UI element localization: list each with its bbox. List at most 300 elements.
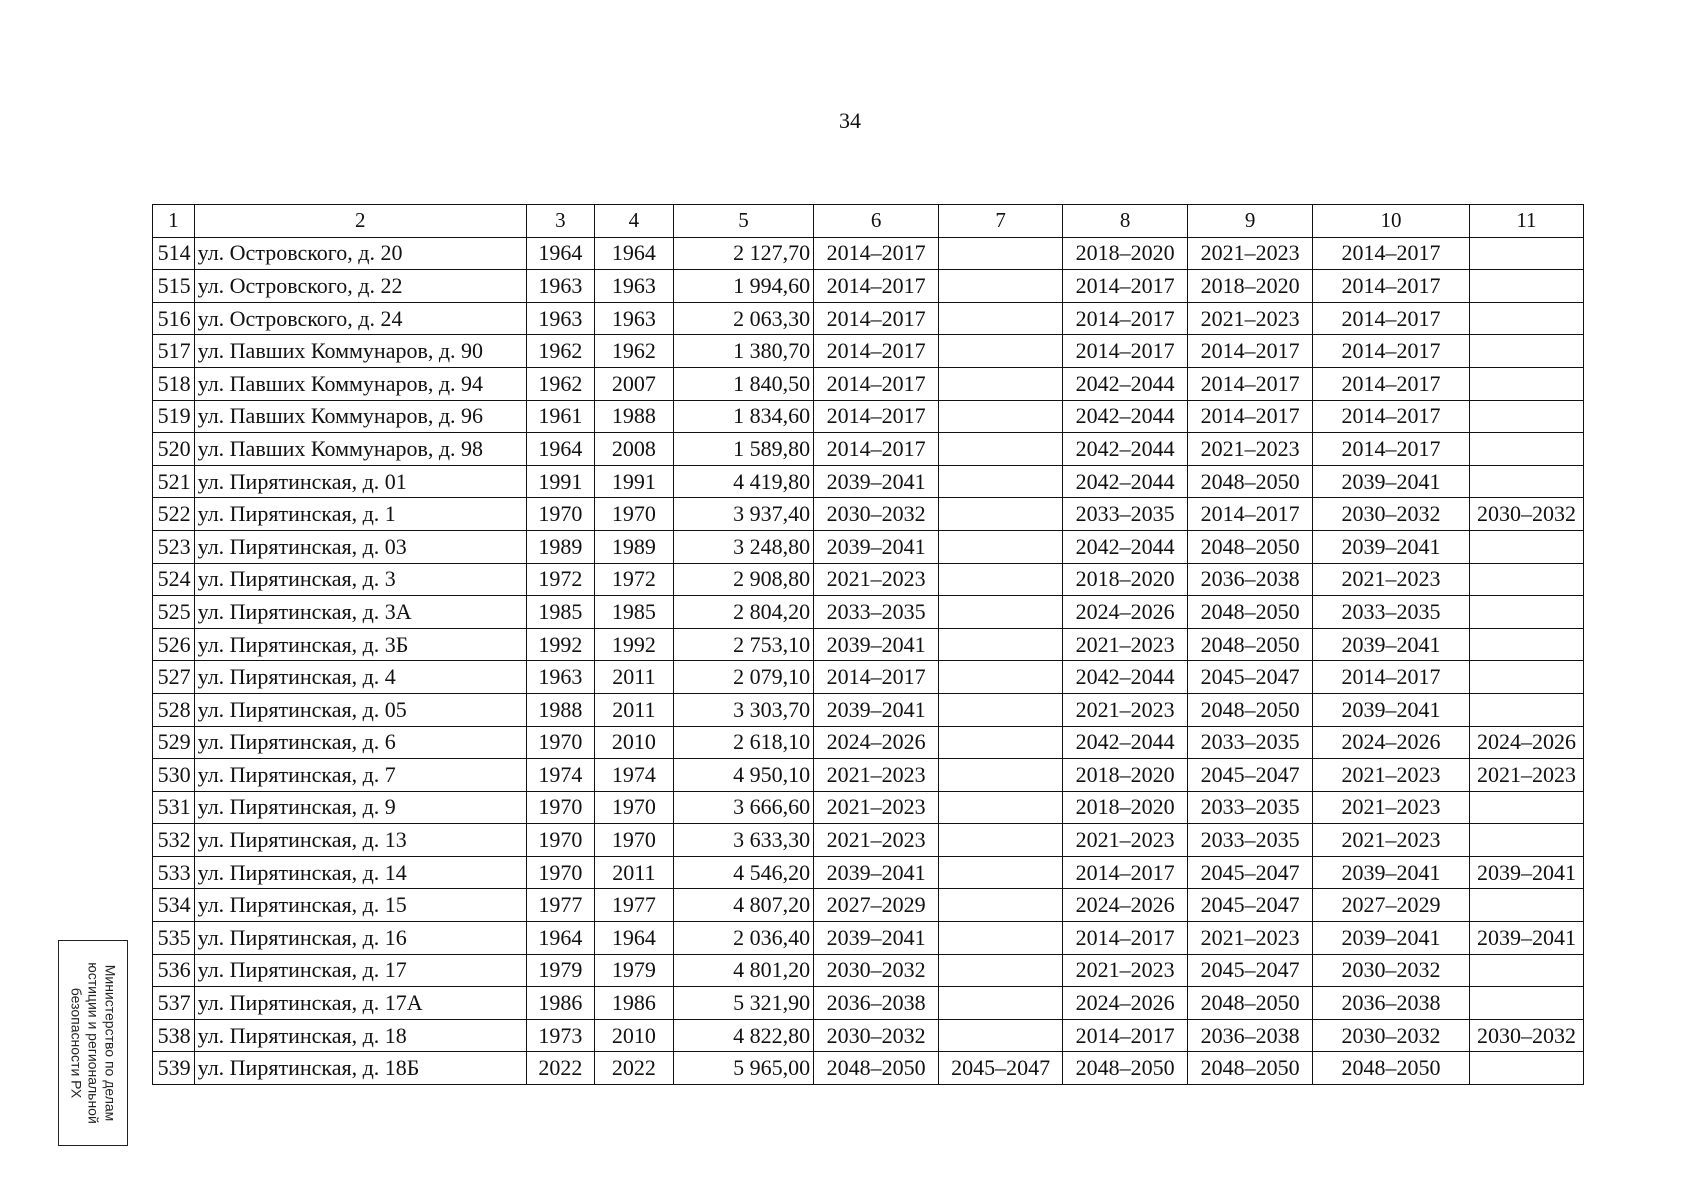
period-col11-cell: 2039–2041 (1469, 922, 1583, 955)
period-col9-cell: 2036–2038 (1188, 563, 1313, 596)
address-cell: ул. Пирятинская, д. 18 (194, 1019, 526, 1052)
period-col7-cell (939, 954, 1063, 987)
period-col9-cell: 2048–2050 (1188, 628, 1313, 661)
area-cell: 4 801,20 (673, 954, 813, 987)
year-built-cell: 1963 (526, 270, 594, 303)
period-col8-cell: 2042–2044 (1063, 726, 1188, 759)
period-col6-cell: 2033–2035 (814, 596, 939, 629)
table-row (153, 856, 1584, 889)
address-cell: ул. Пирятинская, д. 14 (194, 856, 526, 889)
area-cell: 4 546,20 (673, 856, 813, 889)
row-number-cell: 516 (153, 302, 195, 335)
period-col11-cell (1469, 693, 1583, 726)
period-col6-cell: 2014–2017 (814, 661, 939, 694)
year-overhaul-cell: 1970 (594, 791, 673, 824)
period-col9-cell: 2045–2047 (1188, 889, 1313, 922)
period-col7-cell (939, 791, 1063, 824)
period-col6-cell: 2014–2017 (814, 335, 939, 368)
address-cell: ул. Пирятинская, д. 15 (194, 889, 526, 922)
table-row (153, 335, 1584, 368)
row-number-cell: 537 (153, 987, 195, 1020)
period-col7-cell (939, 335, 1063, 368)
period-col10-cell: 2014–2017 (1313, 302, 1470, 335)
address-cell: ул. Островского, д. 20 (194, 237, 526, 270)
period-col9-cell: 2014–2017 (1188, 400, 1313, 433)
period-col8-cell: 2018–2020 (1063, 563, 1188, 596)
period-col10-cell: 2014–2017 (1313, 661, 1470, 694)
table-row (153, 954, 1584, 987)
row-number-cell: 517 (153, 335, 195, 368)
area-cell: 2 079,10 (673, 661, 813, 694)
address-cell: ул. Островского, д. 22 (194, 270, 526, 303)
period-col9-cell: 2033–2035 (1188, 791, 1313, 824)
year-overhaul-cell: 1970 (594, 824, 673, 857)
period-col8-cell: 2033–2035 (1063, 498, 1188, 531)
period-col6-cell: 2021–2023 (814, 759, 939, 792)
year-overhaul-cell: 2008 (594, 433, 673, 466)
year-built-cell: 1964 (526, 237, 594, 270)
year-overhaul-cell: 1979 (594, 954, 673, 987)
period-col6-cell: 2014–2017 (814, 400, 939, 433)
period-col9-cell: 2014–2017 (1188, 335, 1313, 368)
period-col9-cell: 2045–2047 (1188, 856, 1313, 889)
year-built-cell: 1963 (526, 661, 594, 694)
period-col8-cell: 2021–2023 (1063, 824, 1188, 857)
page-number: 34 (839, 108, 861, 133)
period-col8-cell: 2024–2026 (1063, 987, 1188, 1020)
period-col8-cell: 2018–2020 (1063, 791, 1188, 824)
period-col10-cell: 2021–2023 (1313, 791, 1470, 824)
period-col9-cell: 2048–2050 (1188, 1052, 1313, 1085)
address-cell: ул. Пирятинская, д. 3 (194, 563, 526, 596)
area-cell: 5 321,90 (673, 987, 813, 1020)
table-row (153, 367, 1584, 400)
period-col8-cell: 2024–2026 (1063, 889, 1188, 922)
address-cell: ул. Пирятинская, д. 16 (194, 922, 526, 955)
period-col6-cell: 2021–2023 (814, 563, 939, 596)
period-col10-cell: 2048–2050 (1313, 1052, 1470, 1085)
year-overhaul-cell: 1964 (594, 922, 673, 955)
year-built-cell: 1977 (526, 889, 594, 922)
period-col9-cell: 2014–2017 (1188, 498, 1313, 531)
year-overhaul-cell: 2007 (594, 367, 673, 400)
period-col9-cell: 2014–2017 (1188, 367, 1313, 400)
period-col7-cell (939, 465, 1063, 498)
row-number-cell: 525 (153, 596, 195, 629)
address-cell: ул. Пирятинская, д. 03 (194, 530, 526, 563)
period-col7-cell (939, 726, 1063, 759)
period-col7-cell (939, 661, 1063, 694)
period-col8-cell: 2014–2017 (1063, 856, 1188, 889)
row-number-cell: 532 (153, 824, 195, 857)
period-col11-cell (1469, 824, 1583, 857)
row-number-cell: 526 (153, 628, 195, 661)
address-cell: ул. Пирятинская, д. 17 (194, 954, 526, 987)
period-col8-cell: 2048–2050 (1063, 1052, 1188, 1085)
period-col9-cell: 2018–2020 (1188, 270, 1313, 303)
row-number-cell: 518 (153, 367, 195, 400)
table-row (153, 433, 1584, 466)
period-col9-cell: 2033–2035 (1188, 726, 1313, 759)
year-built-cell: 1970 (526, 726, 594, 759)
period-col10-cell: 2014–2017 (1313, 400, 1470, 433)
period-col7-cell (939, 400, 1063, 433)
year-built-cell: 1962 (526, 367, 594, 400)
period-col8-cell: 2042–2044 (1063, 367, 1188, 400)
address-cell: ул. Пирятинская, д. 17А (194, 987, 526, 1020)
period-col7-cell (939, 596, 1063, 629)
period-col10-cell: 2039–2041 (1313, 693, 1470, 726)
year-overhaul-cell: 1988 (594, 400, 673, 433)
period-col6-cell: 2039–2041 (814, 628, 939, 661)
area-cell: 3 666,60 (673, 791, 813, 824)
stamp-line: юстиции и региональной (85, 962, 102, 1124)
column-header-8: 8 (1063, 205, 1188, 238)
year-built-cell: 1979 (526, 954, 594, 987)
address-cell: ул. Павших Коммунаров, д. 94 (194, 367, 526, 400)
year-built-cell: 1970 (526, 498, 594, 531)
year-overhaul-cell: 1962 (594, 335, 673, 368)
row-number-cell: 522 (153, 498, 195, 531)
year-overhaul-cell: 1989 (594, 530, 673, 563)
table-row (153, 563, 1584, 596)
area-cell: 2 127,70 (673, 237, 813, 270)
year-overhaul-cell: 2010 (594, 726, 673, 759)
period-col11-cell (1469, 954, 1583, 987)
year-built-cell: 1992 (526, 628, 594, 661)
year-overhaul-cell: 2011 (594, 856, 673, 889)
column-header-6: 6 (814, 205, 939, 238)
address-cell: ул. Павших Коммунаров, д. 90 (194, 335, 526, 368)
year-built-cell: 1985 (526, 596, 594, 629)
column-header-5: 5 (673, 205, 813, 238)
period-col10-cell: 2033–2035 (1313, 596, 1470, 629)
area-cell: 2 036,40 (673, 922, 813, 955)
area-cell: 3 303,70 (673, 693, 813, 726)
address-cell: ул. Пирятинская, д. 18Б (194, 1052, 526, 1085)
period-col7-cell (939, 693, 1063, 726)
year-overhaul-cell: 2010 (594, 1019, 673, 1052)
area-cell: 4 822,80 (673, 1019, 813, 1052)
period-col11-cell (1469, 270, 1583, 303)
column-header-3: 3 (526, 205, 594, 238)
address-cell: ул. Пирятинская, д. 05 (194, 693, 526, 726)
row-number-cell: 533 (153, 856, 195, 889)
stamp-text (68, 943, 119, 1143)
year-built-cell: 1964 (526, 922, 594, 955)
period-col10-cell: 2039–2041 (1313, 922, 1470, 955)
table-row (153, 1019, 1584, 1052)
period-col7-cell (939, 628, 1063, 661)
period-col7-cell (939, 530, 1063, 563)
year-overhaul-cell: 1986 (594, 987, 673, 1020)
period-col11-cell (1469, 563, 1583, 596)
period-col10-cell: 2039–2041 (1313, 628, 1470, 661)
period-col8-cell: 2014–2017 (1063, 302, 1188, 335)
address-cell: ул. Пирятинская, д. 01 (194, 465, 526, 498)
year-overhaul-cell: 1963 (594, 302, 673, 335)
period-col7-cell (939, 824, 1063, 857)
period-col8-cell: 2042–2044 (1063, 433, 1188, 466)
period-col9-cell: 2036–2038 (1188, 1019, 1313, 1052)
area-cell: 3 937,40 (673, 498, 813, 531)
row-number-cell: 538 (153, 1019, 195, 1052)
period-col10-cell: 2014–2017 (1313, 335, 1470, 368)
period-col8-cell: 2021–2023 (1063, 693, 1188, 726)
row-number-cell: 519 (153, 400, 195, 433)
period-col10-cell: 2021–2023 (1313, 759, 1470, 792)
year-overhaul-cell: 1970 (594, 498, 673, 531)
year-built-cell: 1970 (526, 856, 594, 889)
area-cell: 1 380,70 (673, 335, 813, 368)
address-cell: ул. Пирятинская, д. 4 (194, 661, 526, 694)
period-col8-cell: 2024–2026 (1063, 596, 1188, 629)
period-col10-cell: 2021–2023 (1313, 824, 1470, 857)
row-number-cell: 514 (153, 237, 195, 270)
period-col8-cell: 2042–2044 (1063, 661, 1188, 694)
address-cell: ул. Пирятинская, д. 1 (194, 498, 526, 531)
period-col11-cell (1469, 400, 1583, 433)
period-col6-cell: 2021–2023 (814, 824, 939, 857)
table-row (153, 1052, 1584, 1085)
period-col11-cell (1469, 367, 1583, 400)
year-built-cell: 1988 (526, 693, 594, 726)
address-cell: ул. Пирятинская, д. 3Б (194, 628, 526, 661)
table-row (153, 824, 1584, 857)
year-built-cell: 1973 (526, 1019, 594, 1052)
table-row (153, 498, 1584, 531)
column-header-7: 7 (939, 205, 1063, 238)
period-col6-cell: 2021–2023 (814, 791, 939, 824)
column-header-11: 11 (1469, 205, 1583, 238)
period-col11-cell (1469, 987, 1583, 1020)
year-built-cell: 1986 (526, 987, 594, 1020)
period-col8-cell: 2021–2023 (1063, 954, 1188, 987)
table-row (153, 889, 1584, 922)
period-col6-cell: 2014–2017 (814, 302, 939, 335)
period-col7-cell (939, 759, 1063, 792)
period-col9-cell: 2021–2023 (1188, 302, 1313, 335)
area-cell: 1 840,50 (673, 367, 813, 400)
area-cell: 2 753,10 (673, 628, 813, 661)
year-overhaul-cell: 2011 (594, 693, 673, 726)
area-cell: 2 618,10 (673, 726, 813, 759)
period-col11-cell (1469, 628, 1583, 661)
period-col9-cell: 2048–2050 (1188, 987, 1313, 1020)
period-col6-cell: 2014–2017 (814, 433, 939, 466)
table-row (153, 987, 1584, 1020)
period-col8-cell: 2042–2044 (1063, 400, 1188, 433)
period-col6-cell: 2039–2041 (814, 465, 939, 498)
area-cell: 1 589,80 (673, 433, 813, 466)
period-col9-cell: 2033–2035 (1188, 824, 1313, 857)
period-col7-cell (939, 563, 1063, 596)
year-overhaul-cell: 2011 (594, 661, 673, 694)
period-col7-cell (939, 270, 1063, 303)
area-cell: 3 248,80 (673, 530, 813, 563)
period-col7-cell (939, 302, 1063, 335)
row-number-cell: 521 (153, 465, 195, 498)
period-col10-cell: 2014–2017 (1313, 270, 1470, 303)
row-number-cell: 523 (153, 530, 195, 563)
period-col11-cell (1469, 889, 1583, 922)
column-header-9: 9 (1188, 205, 1313, 238)
ministry-stamp (58, 940, 128, 1146)
period-col6-cell: 2024–2026 (814, 726, 939, 759)
period-col9-cell: 2048–2050 (1188, 693, 1313, 726)
period-col7-cell (939, 856, 1063, 889)
table-row (153, 596, 1584, 629)
period-col6-cell: 2036–2038 (814, 987, 939, 1020)
period-col6-cell: 2030–2032 (814, 1019, 939, 1052)
period-col11-cell (1469, 661, 1583, 694)
table-body (153, 237, 1584, 1084)
period-col11-cell (1469, 302, 1583, 335)
year-overhaul-cell: 1972 (594, 563, 673, 596)
period-col11-cell (1469, 237, 1583, 270)
year-overhaul-cell: 1974 (594, 759, 673, 792)
period-col7-cell (939, 987, 1063, 1020)
period-col8-cell: 2042–2044 (1063, 465, 1188, 498)
table-row (153, 661, 1584, 694)
period-col6-cell: 2048–2050 (814, 1052, 939, 1085)
row-number-cell: 529 (153, 726, 195, 759)
period-col8-cell: 2018–2020 (1063, 237, 1188, 270)
table-row (153, 628, 1584, 661)
period-col7-cell (939, 889, 1063, 922)
year-built-cell: 1964 (526, 433, 594, 466)
period-col10-cell: 2014–2017 (1313, 433, 1470, 466)
year-built-cell: 1989 (526, 530, 594, 563)
area-cell: 1 994,60 (673, 270, 813, 303)
year-built-cell: 1974 (526, 759, 594, 792)
year-built-cell: 1962 (526, 335, 594, 368)
area-cell: 1 834,60 (673, 400, 813, 433)
year-overhaul-cell: 1977 (594, 889, 673, 922)
period-col6-cell: 2039–2041 (814, 856, 939, 889)
address-cell: ул. Островского, д. 24 (194, 302, 526, 335)
table-row (153, 726, 1584, 759)
area-cell: 4 419,80 (673, 465, 813, 498)
row-number-cell: 515 (153, 270, 195, 303)
address-cell: ул. Пирятинская, д. 9 (194, 791, 526, 824)
table-row (153, 302, 1584, 335)
period-col6-cell: 2014–2017 (814, 270, 939, 303)
table-row (153, 791, 1584, 824)
table-row (153, 465, 1584, 498)
year-overhaul-cell: 1963 (594, 270, 673, 303)
row-number-cell: 535 (153, 922, 195, 955)
period-col9-cell: 2048–2050 (1188, 596, 1313, 629)
period-col11-cell (1469, 465, 1583, 498)
year-built-cell: 1963 (526, 302, 594, 335)
period-col6-cell: 2039–2041 (814, 693, 939, 726)
period-col11-cell: 2030–2032 (1469, 1019, 1583, 1052)
period-col10-cell: 2027–2029 (1313, 889, 1470, 922)
period-col9-cell: 2048–2050 (1188, 465, 1313, 498)
period-col11-cell (1469, 433, 1583, 466)
year-built-cell: 1972 (526, 563, 594, 596)
period-col7-cell (939, 498, 1063, 531)
row-number-cell: 520 (153, 433, 195, 466)
period-col11-cell (1469, 596, 1583, 629)
year-overhaul-cell: 1985 (594, 596, 673, 629)
period-col10-cell: 2030–2032 (1313, 498, 1470, 531)
period-col10-cell: 2014–2017 (1313, 367, 1470, 400)
table-row (153, 270, 1584, 303)
area-cell: 2 063,30 (673, 302, 813, 335)
period-col10-cell: 2039–2041 (1313, 465, 1470, 498)
address-cell: ул. Павших Коммунаров, д. 98 (194, 433, 526, 466)
period-col8-cell: 2014–2017 (1063, 1019, 1188, 1052)
period-col8-cell: 2014–2017 (1063, 335, 1188, 368)
period-col7-cell (939, 237, 1063, 270)
year-built-cell: 1970 (526, 791, 594, 824)
row-number-cell: 527 (153, 661, 195, 694)
period-col6-cell: 2014–2017 (814, 367, 939, 400)
year-built-cell: 1961 (526, 400, 594, 433)
year-overhaul-cell: 1991 (594, 465, 673, 498)
period-col8-cell: 2042–2044 (1063, 530, 1188, 563)
period-col6-cell: 2030–2032 (814, 498, 939, 531)
period-col11-cell: 2030–2032 (1469, 498, 1583, 531)
period-col11-cell (1469, 335, 1583, 368)
area-cell: 3 633,30 (673, 824, 813, 857)
row-number-cell: 530 (153, 759, 195, 792)
period-col6-cell: 2027–2029 (814, 889, 939, 922)
row-number-cell: 528 (153, 693, 195, 726)
table-row (153, 400, 1584, 433)
area-cell: 2 804,20 (673, 596, 813, 629)
period-col9-cell: 2045–2047 (1188, 954, 1313, 987)
area-cell: 2 908,80 (673, 563, 813, 596)
area-cell: 4 950,10 (673, 759, 813, 792)
period-col8-cell: 2021–2023 (1063, 628, 1188, 661)
period-col9-cell: 2021–2023 (1188, 922, 1313, 955)
address-cell: ул. Пирятинская, д. 7 (194, 759, 526, 792)
period-col10-cell: 2021–2023 (1313, 563, 1470, 596)
period-col10-cell: 2036–2038 (1313, 987, 1470, 1020)
period-col11-cell: 2024–2026 (1469, 726, 1583, 759)
address-cell: ул. Пирятинская, д. 3А (194, 596, 526, 629)
year-built-cell: 1970 (526, 824, 594, 857)
period-col9-cell: 2021–2023 (1188, 433, 1313, 466)
period-col7-cell: 2045–2047 (939, 1052, 1063, 1085)
period-col11-cell (1469, 1052, 1583, 1085)
period-col10-cell: 2039–2041 (1313, 856, 1470, 889)
period-col6-cell: 2039–2041 (814, 530, 939, 563)
address-cell: ул. Пирятинская, д. 6 (194, 726, 526, 759)
year-overhaul-cell: 1992 (594, 628, 673, 661)
year-built-cell: 1991 (526, 465, 594, 498)
period-col6-cell: 2030–2032 (814, 954, 939, 987)
table-row (153, 237, 1584, 270)
table-row (153, 922, 1584, 955)
column-header-10: 10 (1313, 205, 1470, 238)
stamp-line: безопасности РХ (68, 987, 85, 1099)
address-cell: ул. Павших Коммунаров, д. 96 (194, 400, 526, 433)
period-col10-cell: 2014–2017 (1313, 237, 1470, 270)
table-row (153, 530, 1584, 563)
area-cell: 5 965,00 (673, 1052, 813, 1085)
period-col7-cell (939, 367, 1063, 400)
row-number-cell: 524 (153, 563, 195, 596)
period-col9-cell: 2045–2047 (1188, 759, 1313, 792)
table-header-row (153, 205, 1584, 238)
year-built-cell: 2022 (526, 1052, 594, 1085)
period-col9-cell: 2048–2050 (1188, 530, 1313, 563)
period-col10-cell: 2039–2041 (1313, 530, 1470, 563)
